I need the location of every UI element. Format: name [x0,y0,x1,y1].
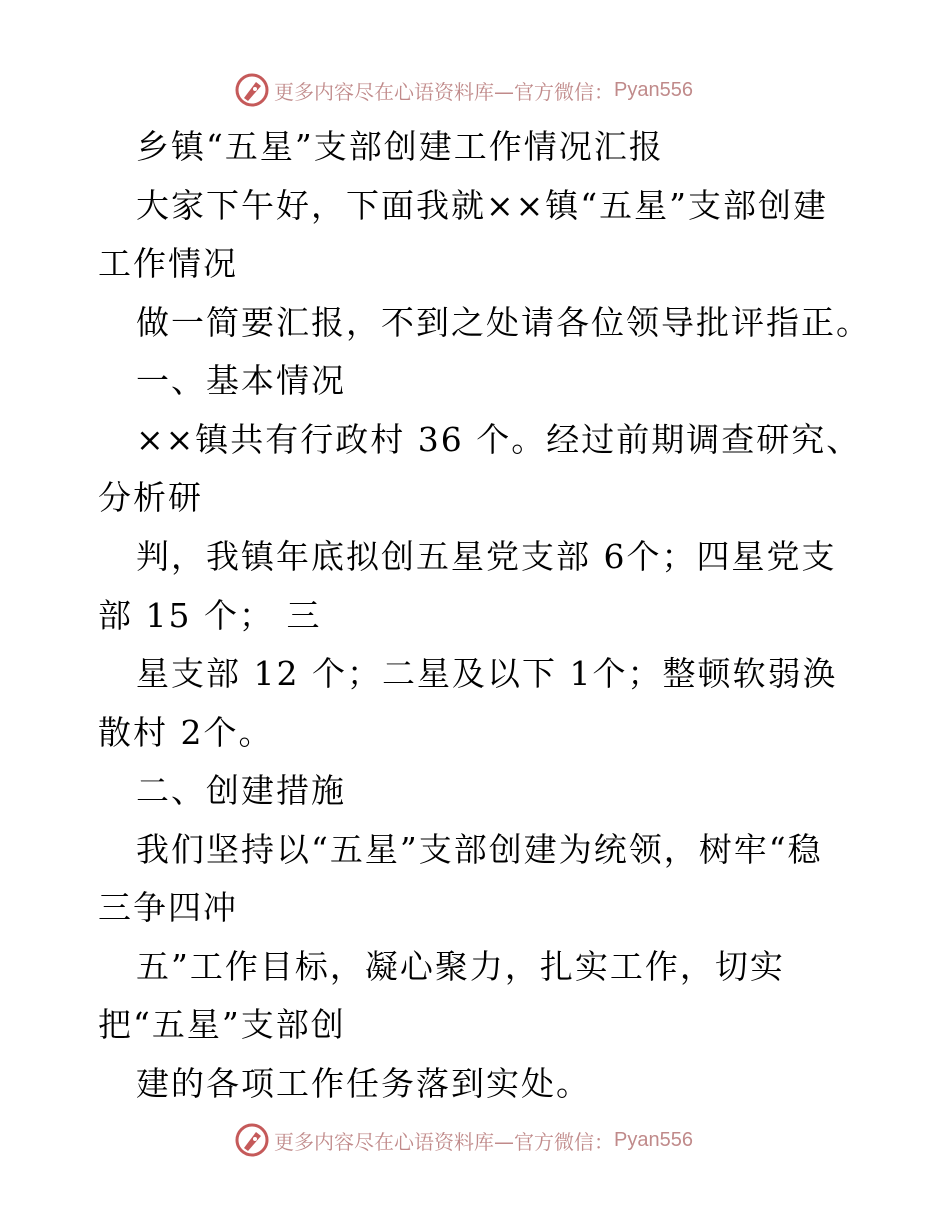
section-heading: 二、创建措施 [136,771,346,810]
paragraph-line: 建的各项工作任务落到实处。 [136,1064,591,1103]
watermark-wechat-id: Pyan556 [614,1128,693,1151]
section-heading: 一、基本情况 [136,361,346,400]
pen-nib-circle-icon [234,72,270,108]
watermark-banner-top [234,70,693,110]
watermark-text: 更多内容尽在心语资料库—官方微信： [274,1129,614,1154]
paragraph-line: 散村 2个。 [98,713,274,752]
watermark-banner-bottom [234,1120,693,1160]
paragraph-line: 三争四冲 [98,888,238,927]
paragraph-line: 我们坚持以“五星”支部创建为统领，树牢“稳 [136,830,823,869]
watermark-wechat-id: Pyan556 [614,78,693,101]
paragraph-line: 星支部 12 个；二星及以下 1个；整顿软弱涣 [136,654,838,693]
paragraph-line: 大家下午好，下面我就××镇“五星”支部创建 [136,186,829,225]
document-title: 乡镇“五星”支部创建工作情况汇报 [136,127,664,166]
paragraph-line: 分析研 [98,478,203,517]
paragraph-line: ××镇共有行政村 36 个。经过前期调查研究、 [136,420,862,459]
paragraph-line: 部 15 个； 三 [98,596,322,635]
paragraph-line: 判，我镇年底拟创五星党支部 6个；四星党支 [136,537,837,576]
pen-nib-circle-icon [234,1122,270,1158]
paragraph-line: 五”工作目标，凝心聚力，扎实工作，切实 [136,947,785,986]
paragraph-line: 做一简要汇报，不到之处请各位领导批评指正。 [136,303,871,342]
paragraph-line: 把“五星”支部创 [98,1005,346,1044]
watermark-text: 更多内容尽在心语资料库—官方微信： [274,79,614,104]
paragraph-line: 工作情况 [98,244,238,283]
